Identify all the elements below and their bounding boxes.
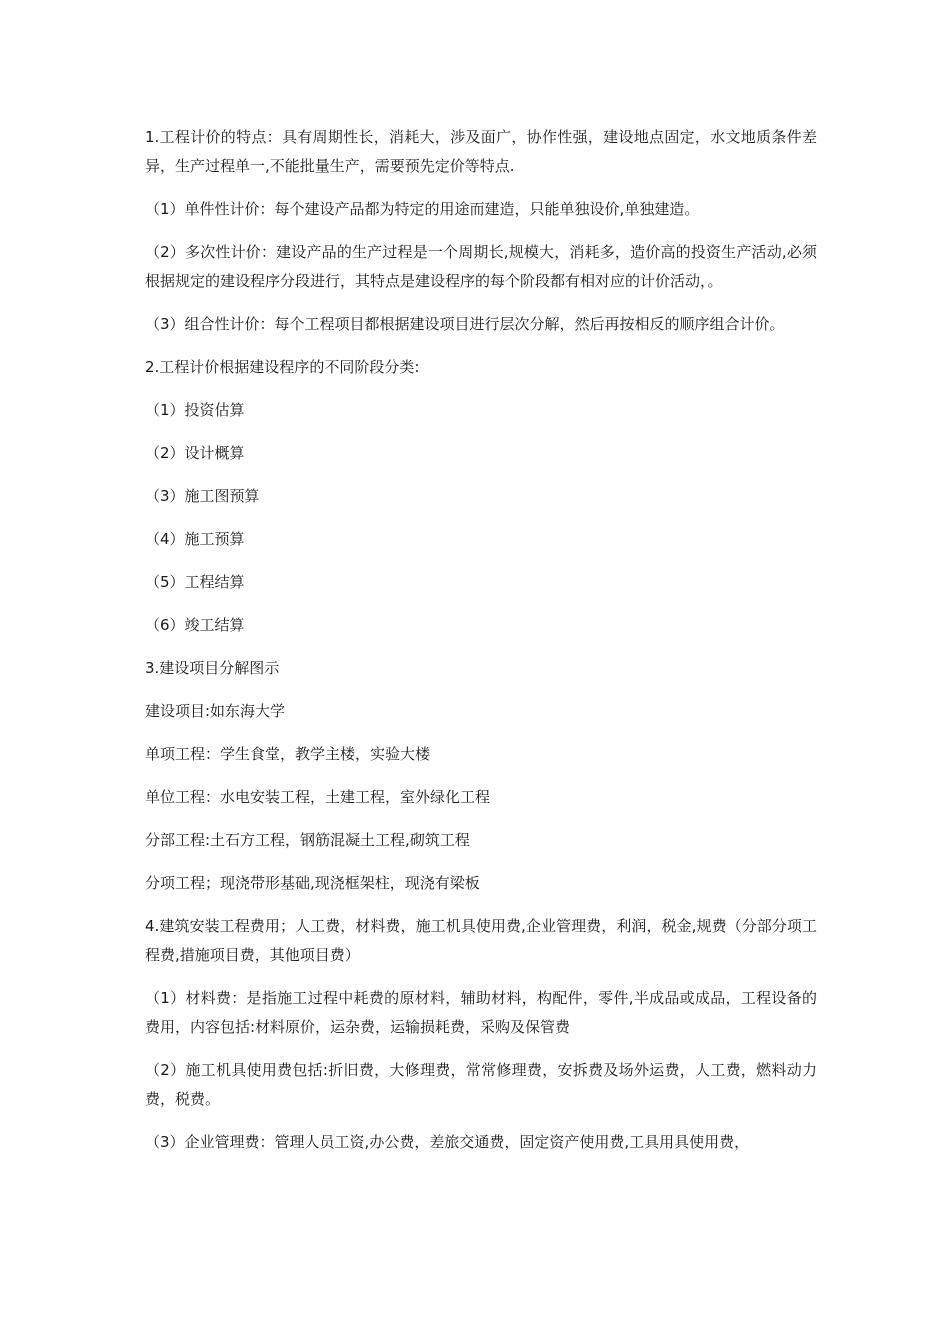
paragraph-pricing-features: 1.工程计价的特点：具有周期性长，消耗大，涉及面广，协作性强，建设地点固定，水文地质条件差异，生产过程单一,不能批量生产，需要预先定价等特点. bbox=[145, 128, 817, 175]
paragraph-stage-classification: 2.工程计价根据建设程序的不同阶段分类: bbox=[145, 358, 420, 376]
paragraph-single-item-project: 单项工程：学生食堂，教学主楼，实验大楼 bbox=[145, 745, 431, 763]
paragraph-combined-pricing: （3）组合性计价：每个工程项目都根据建设项目进行层次分解，然后再按相反的顺序组合计价。 bbox=[145, 315, 785, 333]
paragraph-decomposition-heading: 3.建设项目分解图示 bbox=[145, 659, 280, 677]
paragraph-unit-project: 单位工程：水电安装工程，土建工程，室外绿化工程 bbox=[145, 788, 491, 806]
list-item-investment-estimate: （1）投资估算 bbox=[145, 401, 245, 419]
list-item-construction-budget: （4）施工预算 bbox=[145, 530, 245, 548]
list-item-project-settlement: （5）工程结算 bbox=[145, 573, 245, 591]
list-item-drawing-budget: （3）施工图预算 bbox=[145, 487, 260, 505]
paragraph-management-costs: （3）企业管理费：管理人员工资,办公费，差旅交通费，固定资产使用费,工具用具使用费， bbox=[145, 1133, 750, 1151]
document-body bbox=[145, 123, 817, 1171]
list-item-design-estimate: （2）设计概算 bbox=[145, 444, 245, 462]
paragraph-multiple-pricing: （2）多次性计价：建设产品的生产过程是一个周期长,规模大，消耗多，造价高的投资生产活动,必须根据规定的建设程序分段进行，其特点是建设程序的每个阶段都有相对应的计价活动，。 bbox=[145, 243, 817, 290]
paragraph-single-pricing: （1）单件性计价：每个建设产品都为特定的用途而建造，只能单独设价,单独建造。 bbox=[145, 200, 700, 218]
paragraph-subitem-project: 分项工程；现浇带形基础,现浇框架柱，现浇有梁板 bbox=[145, 874, 480, 892]
paragraph-division-project: 分部工程:土石方工程，钢筋混凝土工程,砌筑工程 bbox=[145, 831, 470, 849]
paragraph-installation-costs: 4.建筑安装工程费用；人工费，材料费，施工机具使用费,企业管理费，利润，税金,规费（分部分项工程费,措施项目费，其他项目费） bbox=[145, 917, 817, 964]
list-item-completion-settlement: （6）竣工结算 bbox=[145, 616, 245, 634]
paragraph-construction-project: 建设项目:如东海大学 bbox=[145, 702, 286, 720]
paragraph-material-costs: （1）材料费：是指施工过程中耗费的原材料，辅助材料，构配件，零件,半成品或成品，工程设备的费用，内容包括:材料原价，运杂费，运输损耗费，采购及保管费 bbox=[145, 989, 817, 1036]
paragraph-machinery-costs: （2）施工机具使用费包括:折旧费，大修理费，常常修理费，安拆费及场外运费，人工费，燃料动力费，税费。 bbox=[145, 1061, 817, 1108]
